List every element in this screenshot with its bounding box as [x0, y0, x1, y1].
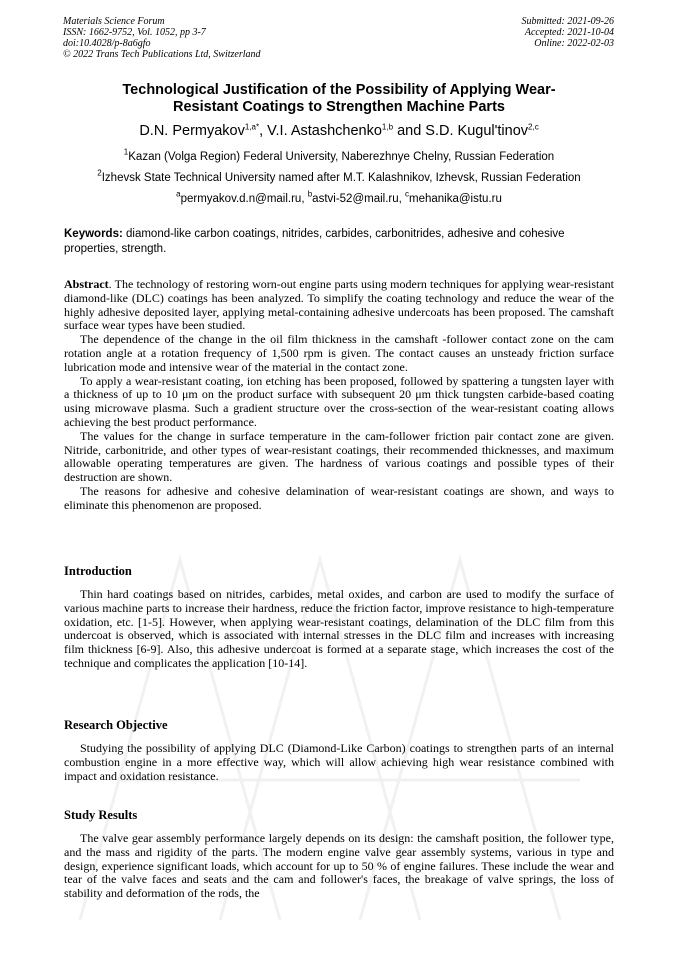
journal-header [63, 16, 261, 60]
author-1: D.N. Permyakov [139, 123, 245, 139]
dates-header [522, 16, 615, 49]
affiliation-2 [40, 168, 638, 185]
abstract-paragraph-2: The dependence of the change in the oil film thickness in the camshaft -follower contact zone on the cam rotation angle at a rotation frequency of 1,500 rpm is given. The contact causes an unsteady friction surface lubrication mode and intensive wear of the material in the contact zone. [64, 332, 614, 374]
abstract-paragraph-4: The values for the change in surface temperature in the cam-follower friction pair contact zone are given. Nitride, carbonitride, and other types of wear-resistant coatings, their recommended thicknesses, and maximum allowable operating temperatures are given. The hardness of various coatings and possible types of their destruction are shown. [64, 428, 614, 485]
journal-doi[interactable]: doi:10.4028/p-8a6gfo [63, 38, 151, 49]
author-emails [40, 189, 638, 206]
research-objective-heading: Research Objective [64, 718, 168, 732]
abstract [64, 278, 614, 513]
affiliation-2-text: Izhevsk State Technical University named after M.T. Kalashnikov, Izhevsk, Russian Federation [101, 172, 581, 184]
journal-copyright: © 2022 Trans Tech Publications Ltd, Switzerland [63, 49, 261, 60]
abstract-paragraph-5: The reasons for adhesive and cohesive delamination of wear-resistant coatings are shown, and ways to eliminate this phenomenon are proposed. [64, 483, 614, 512]
paper-title [70, 82, 608, 116]
email-b[interactable]: astvi-52@mail.ru, [312, 193, 406, 205]
email-a[interactable]: permyakov.d.n@mail.ru, [180, 193, 308, 205]
online-date: Online: 2022-02-03 [534, 38, 614, 49]
affiliation-1 [40, 147, 638, 164]
research-objective-section [64, 742, 614, 783]
introduction-section [64, 588, 614, 671]
email-c[interactable]: mehanika@istu.ru [409, 193, 502, 205]
affiliation-1-text: Kazan (Volga Region) Federal University, Naberezhnye Chelny, Russian Federation [128, 151, 555, 163]
journal-issn: ISSN: 1662-9752, Vol. 1052, pp 3-7 [63, 27, 206, 38]
abstract-p1-text: . The technology of restoring worn-out engine parts using modern techniques for applying wear-resistant diamond-like (DLC) coatings has been analyzed. To simplify the coating technology and reduce the wear of the highly adhesive deposited layer, applying metal-containing adhesive undercoats has been proposed. The camshaft surface wear types have been studied. [64, 277, 614, 333]
submitted-date: Submitted: 2021-09-26 [521, 16, 614, 27]
author-separator-1: , [259, 123, 268, 139]
keywords-label: Keywords: [64, 228, 123, 240]
author-1-sup: 1,a* [244, 122, 260, 132]
keywords [64, 227, 614, 256]
study-results-section [64, 832, 614, 901]
title-line-1: Technological Justification of the Possibility of Applying Wear- [122, 82, 556, 98]
author-3-sup: 2,c [528, 122, 539, 132]
email-b-sup: b [307, 189, 313, 199]
introduction-heading: Introduction [64, 564, 132, 578]
title-line-2: Resistant Coatings to Strengthen Machine Parts [173, 99, 505, 115]
abstract-paragraph-1 [64, 278, 614, 333]
email-c-sup: c [405, 189, 410, 199]
author-list [40, 123, 638, 140]
journal-name: Materials Science Forum [63, 16, 165, 27]
study-results-paragraph-1: The valve gear assembly performance largely depends on its design: the camshaft position, the follower type, and the mass and rigidity of the parts. The modern engine valve gear assembly systems, various in type and design, experience significant loads, which account for up to 50 % of engine failures. These include the wear and tear of the valve faces and seats and the cam and follower's faces, the breakage of valve springs, the loss of stability and deformation of the rods, the [64, 831, 614, 901]
introduction-paragraph-1: Thin hard coatings based on nitrides, carbides, metal oxides, and carbon are used to modify the surface of various machine parts to increase their hardness, reduce the friction factor, improve resistance to high-temperature oxidation, etc. [1-5]. However, when applying wear-resistant coatings, delamination of the DLC film from this undercoat is observed, which is associated with internal stresses in the DLC film and increases with increasing film thickness [6-9]. Also, this adhesive undercoat is formed at a separate stage, which increases the cost of the technique and complicates the application [10-14]. [64, 587, 614, 670]
author-separator-2: and [393, 123, 426, 139]
study-results-heading: Study Results [64, 808, 138, 822]
author-2: V.I. Astashchenko [267, 123, 382, 139]
author-3: S.D. Kugul'tinov [425, 123, 529, 139]
research-objective-paragraph-1: Studying the possibility of applying DLC (Diamond-Like Carbon) coatings to strengthen parts of an internal combustion engine in a more effective way, which will allow achieving high wear resistance combined with impact and oxidation resistance. [64, 741, 614, 783]
author-2-sup: 1,b [381, 122, 394, 132]
abstract-paragraph-3: To apply a wear-resistant coating, ion etching has been proposed, followed by spattering a tungsten layer with a thickness of up to 10 μm on the product surface with subsequent 20 μm thick tungsten carbide-based coating using microwave plasma. Such a gradient structure over the cross-section of the wear-resistant coating allows achieving the best product performance. [64, 373, 614, 429]
affiliation-2-sup: 2 [97, 168, 102, 178]
abstract-label: Abstract [64, 277, 109, 291]
email-a-sup: a [176, 189, 181, 199]
affiliation-1-sup: 1 [123, 147, 129, 157]
keywords-text: diamond-like carbon coatings, nitrides, carbides, carbonitrides, adhesive and cohesive properties, strength. [64, 228, 565, 255]
accepted-date: Accepted: 2021-10-04 [524, 27, 614, 38]
